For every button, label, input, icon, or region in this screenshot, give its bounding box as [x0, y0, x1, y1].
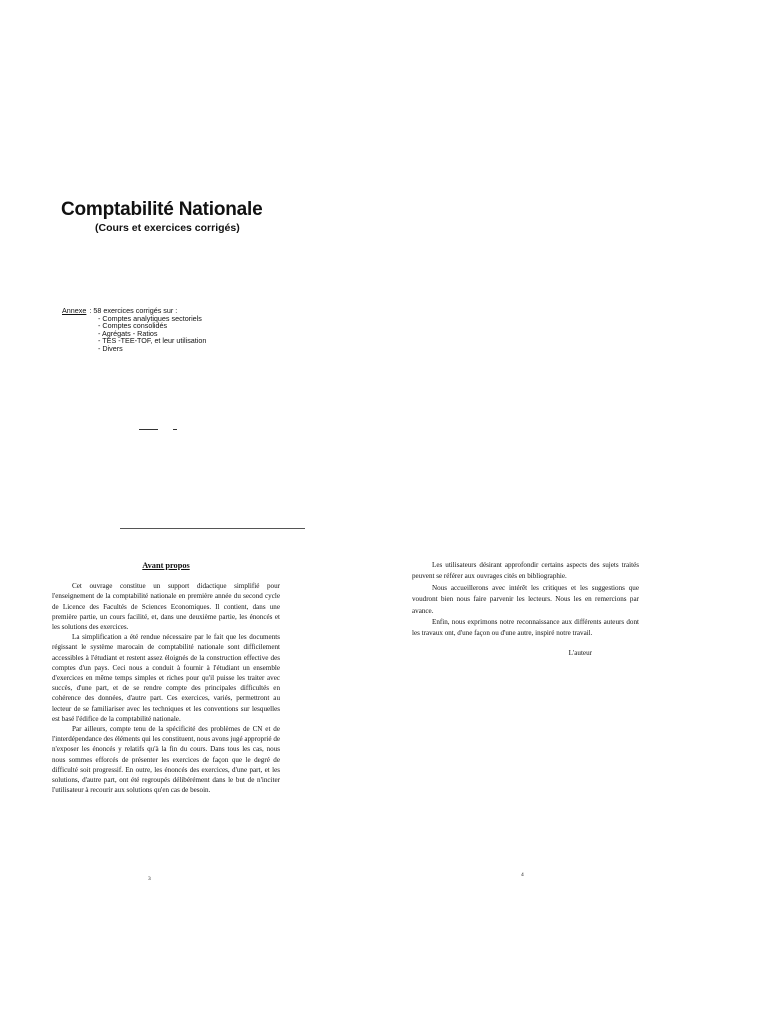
annexe-item: - Comptes consolidés — [98, 321, 168, 331]
continuation-paragraph: Enfin, nous exprimons notre reconnaissance aux différents auteurs dont les travaux ont, d'une façon ou d'une autre, inspiré notre travail. — [412, 618, 639, 638]
page-number-right: 4 — [521, 872, 524, 878]
foreword-paragraph: La simplification a été rendue nécessaire par le fait que les documents régissant le système marocain de comptabilité nationale sont difficilement accessibles à l'étudiant et restent assez éloignés de la construction effective des comptes d'un pays. Ceci nous a conduit à fournir à l'étudiant un ensemble d'exercices en même temps simples et riches pour qu'il puisse les traiter avec succès, d'une part, et de se rendre compte des principales difficultés en cohérence des données, d'autre part. Ces exercices, variés, permettront au lecteur de se familiariser avec les techniques et les conventions sur lesquelles est basé l'édifice de la comptabilité nationale. — [52, 633, 280, 723]
continuation-paragraph: Les utilisateurs désirant approfondir certains aspects des sujets traités peuvent se référer aux ouvrages cités en bibliographie. — [412, 561, 639, 581]
annexe-list — [98, 315, 206, 353]
continuation-paragraph: Nous accueillerons avec intérêt les critiques et les suggestions que voudront bien nous faire parvenir les lecteurs. Nous les en remercions par avance. — [412, 583, 639, 615]
foreword-page — [52, 561, 280, 795]
scan-mark — [173, 429, 177, 430]
foreword-paragraph: Cet ouvrage constitue un support didactique simplifié pour l'enseignement de la comptabilité nationale en première année du second cycle de Licence des Facultés de Sciences Economiques. Il contient, dans une première partie, un cours facilité, et, dans une deuxième partie, les énoncés et les solutions des exercices. — [52, 582, 280, 632]
book-subtitle: (Cours et exercices corrigés) — [95, 222, 240, 234]
page-number-left: 3 — [148, 876, 151, 882]
annexe-item: - Divers — [98, 343, 123, 353]
foreword-heading: Avant propos — [142, 561, 190, 570]
continuation-page — [412, 560, 639, 659]
page-divider — [120, 528, 305, 529]
annexe-section — [62, 307, 206, 353]
author-signature: L'auteur — [568, 648, 592, 657]
scan-mark — [139, 429, 158, 430]
foreword-paragraph: Par ailleurs, compte tenu de la spécificité des problèmes de CN et de l'interdépendance des éléments qui les constituent, nous avons jugé approprié de n'exposer les énoncés y relatifs qu'à la fin du cours. Dans tous les cas, nous nous sommes efforcés de présenter les exercices de façon que le degré de difficulté soit progressif. En outre, les énoncés des exercices, d'une part, et les solutions, d'autre part, ont été regroupés délibérément dans le but de n'inciter l'utilisateur à recourir aux solutions qu'en cas de besoin. — [52, 725, 281, 795]
annexe-item: - Comptes analytiques sectoriels — [98, 313, 202, 323]
book-title: Comptabilité Nationale — [61, 199, 263, 220]
annexe-intro: : 58 exercices corrigés sur : — [89, 306, 178, 315]
annexe-label: Annexe — [62, 306, 87, 315]
annexe-item: - TES -TEE-TOF, et leur utilisation — [98, 336, 207, 346]
annexe-item: - Agrégats - Ratios — [98, 328, 158, 338]
